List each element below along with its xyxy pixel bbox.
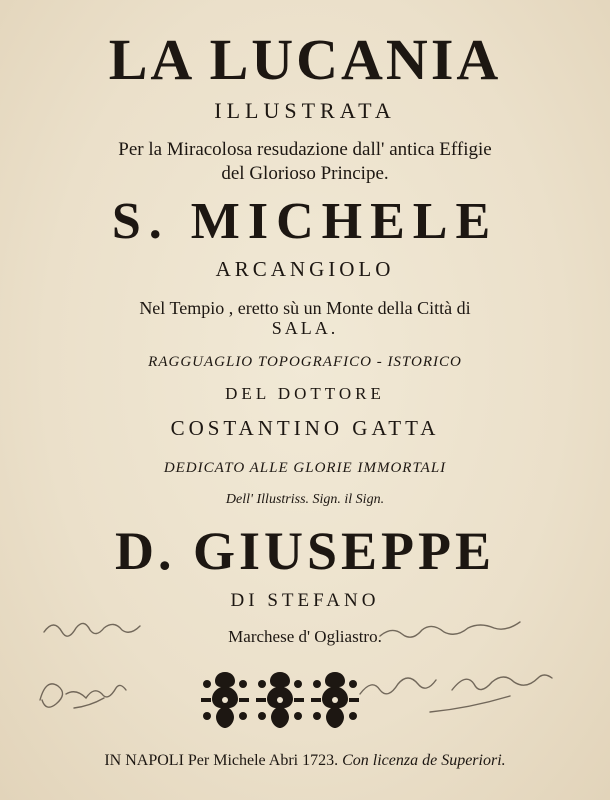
city-name: SALA. xyxy=(271,318,339,338)
printers-ornament xyxy=(198,668,362,732)
dedication-to: Dell' Illustriss. Sign. il Sign. xyxy=(225,492,385,507)
dedication-line: DEDICATO ALLE GLORIE IMMORTALI xyxy=(163,460,447,476)
saint-name: S. MICHELE xyxy=(111,193,499,250)
author-prefix: DEL DOTTORE xyxy=(225,384,385,403)
imprint-license: Con licenza de Superiori. xyxy=(342,752,506,769)
temple-line: Nel Tempio , eretto sù un Monte della Città di xyxy=(139,298,471,318)
saint-title: ARCANGIOLO xyxy=(215,257,395,281)
description-line-2: del Glorioso Principe. xyxy=(221,163,389,184)
book-title: LA LUCANIA xyxy=(108,27,502,92)
dedicatee-title: Marchese d' Ogliastro. xyxy=(228,627,382,646)
imprint-place: IN NAPOLI Per Michele Abri 1723. xyxy=(104,752,339,769)
dedicatee-name: D. GIUSEPPE xyxy=(114,521,496,581)
dedicatee-surname: DI STEFANO xyxy=(230,590,380,611)
book-subtitle: ILLUSTRATA xyxy=(214,98,396,123)
report-type: RAGGUAGLIO TOPOGRAFICO - ISTORICO xyxy=(148,354,462,370)
author-name: COSTANTINO GATTA xyxy=(170,416,440,440)
description-line-1: Per la Miracolosa resudazione dall' antica Effigie xyxy=(118,139,492,160)
imprint xyxy=(0,752,610,770)
